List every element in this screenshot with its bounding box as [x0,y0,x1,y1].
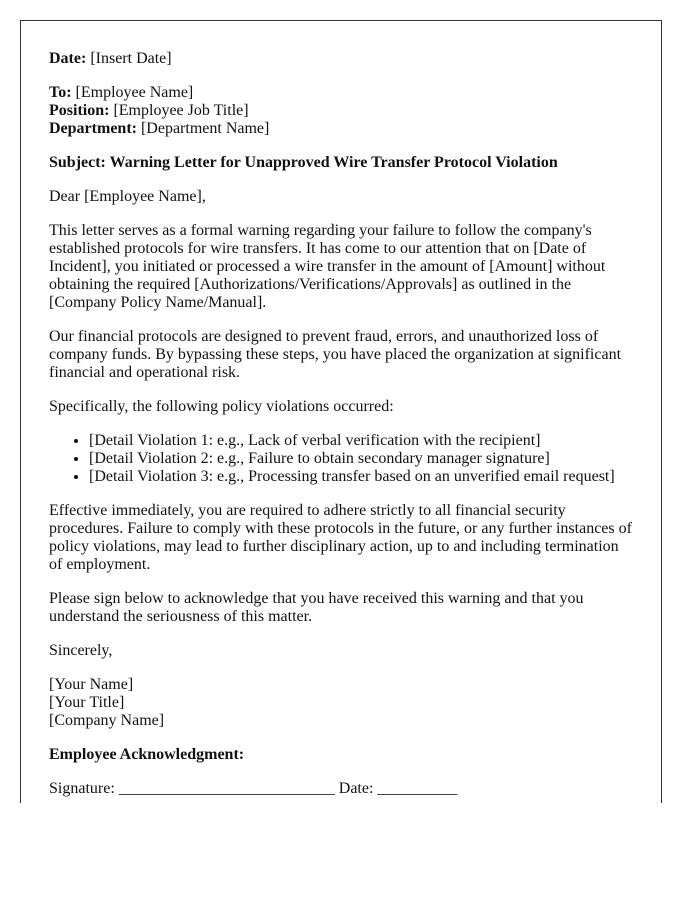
company-name: [Company Name] [49,712,165,729]
body-paragraph-4: Please sign below to acknowledge that you have received this warning and that you understand the seriousness of this matter. [49,590,584,625]
violations-intro: Specifically, the following policy violations occurred: [49,398,394,415]
to-line [49,84,633,102]
valediction: Sincerely, [49,642,113,659]
position-value: [Employee Job Title] [113,102,249,119]
signature-label: Signature: [49,780,115,797]
position-line [49,102,633,120]
department-value: [Department Name] [140,120,270,137]
subject-line: Subject: Warning Letter for Unapproved Wire Transfer Protocol Violation [49,154,558,171]
signature-line [49,780,633,798]
date-line [49,50,633,68]
sender-name: [Your Name] [49,676,134,693]
body-paragraph-2: Our financial protocols are designed to prevent fraud, errors, and unauthorized loss of company funds. By bypassing these steps, you have placed the organization at significant financial and operational risk. [49,328,622,381]
department-line [49,120,633,138]
signature-blank[interactable]: ___________________________ [118,780,335,797]
date-value: [Insert Date] [90,50,172,67]
sender-block [49,676,633,730]
position-label: Position: [49,102,110,119]
to-label: To: [49,84,72,101]
acknowledgment-date-blank[interactable]: __________ [377,780,458,797]
warning-letter [20,20,662,803]
body-paragraph-1: This letter serves as a formal warning regarding your failure to follow the company's established protocols for wire transfers. It has come to our attention that on [Date of Incident], you initiated or processed a wire transfer in the amount of [Amount] without obtaining the required [Authorizations/Verifications/Approvals] as outlined in the [Company Policy Name/Manual]. [49,222,606,311]
department-label: Department: [49,120,137,137]
violation-item: • [Detail Violation 3: e.g., Processing transfer based on an unverified email request] [89,468,633,486]
date-label: Date: [49,50,87,67]
violations-list [49,432,633,486]
body-paragraph-3: Effective immediately, you are required to adhere strictly to all financial security procedures. Failure to comply with these protocols in the future, or any further instances of policy violations, may lead to further disciplinary action, up to and including termination of employment. [49,502,632,573]
salutation: Dear [Employee Name], [49,188,206,205]
acknowledgment-date-label: Date: [338,780,374,797]
sender-title: [Your Title] [49,694,125,711]
acknowledgment-heading: Employee Acknowledgment: [49,746,245,763]
to-value: [Employee Name] [75,84,194,101]
violation-item: • [Detail Violation 1: e.g., Lack of verbal verification with the recipient] [89,432,633,450]
violation-item: • [Detail Violation 2: e.g., Failure to obtain secondary manager signature] [89,450,633,468]
recipient-block [49,84,633,138]
